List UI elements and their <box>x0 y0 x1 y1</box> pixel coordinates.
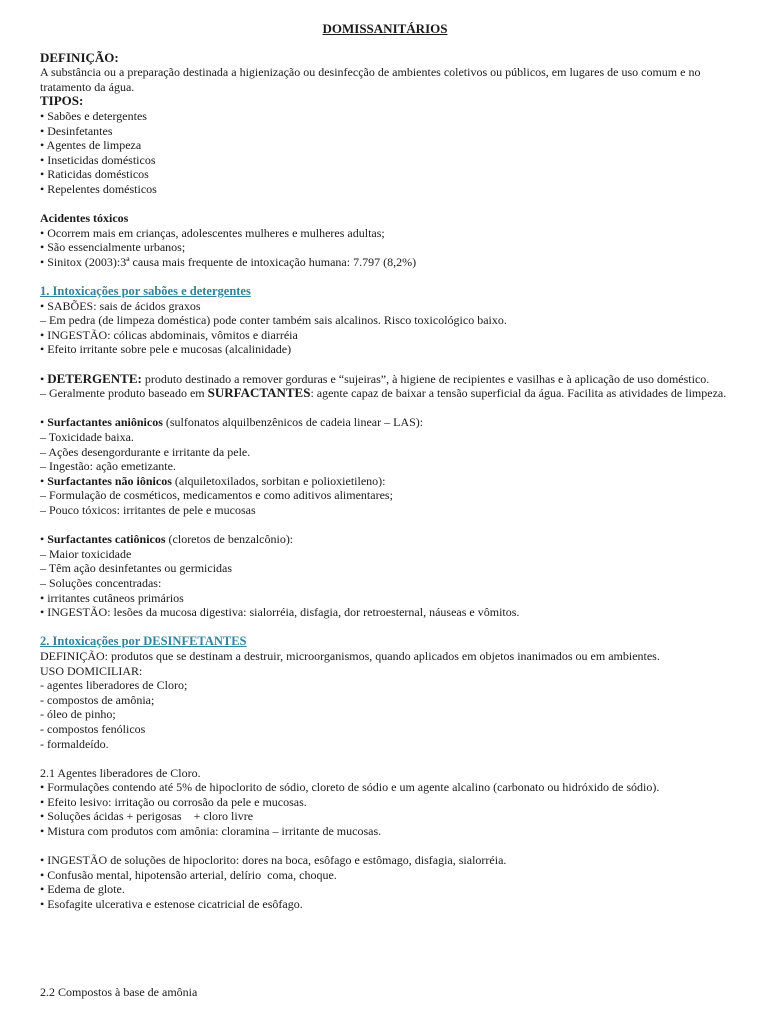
tipos-item: • Desinfetantes <box>40 123 113 138</box>
bullet: • <box>40 532 48 547</box>
sec1-item: – Em pedra (de limpeza doméstica) pode conter também sais alcalinos. Risco toxicológico baixo. <box>40 313 507 328</box>
cationicos-line <box>40 532 730 547</box>
naoionicos-label: Surfactantes não iônicos <box>47 473 172 488</box>
cationicos-label: Surfactantes catiônicos <box>47 532 166 547</box>
acidentes-item: • Sinitox (2003):3ª causa mais frequente de intoxicação humana: 7.797 (8,2%) <box>40 254 417 269</box>
spacer <box>40 357 730 372</box>
cationicos-item: – Maior toxicidade <box>40 546 132 561</box>
sub21-item: • Mistura com produtos com amônia: cloramina – irritante de mucosas. <box>40 824 382 839</box>
cationicos-item: • INGESTÃO: lesões da mucosa digestiva: sialorréia, disfagia, dor retroesternal, náuseas e vômitos. <box>40 605 520 620</box>
page-title: DOMISSANITÁRIOS <box>322 21 448 36</box>
sub21-item: • INGESTÃO de soluções de hipoclorito: dores na boca, esôfago e estômago, disfagia, sialorréia. <box>40 853 507 868</box>
spacer <box>40 751 730 766</box>
naoionicos-item: – Pouco tóxicos: irritantes de pele e mucosas <box>40 503 256 517</box>
tipos-item: • Raticidas domésticos <box>40 167 149 182</box>
sub21-item: • Confusão mental, hipotensão arterial, delírio coma, choque. <box>40 867 337 882</box>
acidentes-item: • Ocorrem mais em crianças, adolescentes mulheres e mulheres adultas; <box>40 225 385 240</box>
acidentes-item: • São essencialmente urbanos; <box>40 240 186 255</box>
cationicos-text: (cloretos de benzalcônio): <box>165 532 294 547</box>
surfactantes-text: : agente capaz de baixar a tensão superficial da água. Facilita as atividades de limpeza. <box>310 386 727 401</box>
anionicos-text: (sulfonatos alquilbenzênicos de cadeia linear – LAS): <box>162 415 424 430</box>
cationicos-item: • irritantes cutâneos primários <box>40 590 184 605</box>
tipos-heading: TIPOS: <box>40 93 84 109</box>
sec2-definicao: DEFINIÇÃO: produtos que se destinam a destruir, microorganismos, quando aplicados em objetos inanimados ou em ambientes. <box>40 648 660 663</box>
definicao-text: A substância ou a preparação destinada a higienização ou desinfecção de ambientes coletivos ou públicos, em lugares de uso comum e no tratamento da água. <box>40 65 701 94</box>
spacer <box>40 197 730 212</box>
uso-item: - formaldeído. <box>40 736 109 751</box>
cationicos-item: – Soluções concentradas: <box>40 575 162 590</box>
sub21-item: • Formulações contendo até 5% de hipoclorito de sódio, cloreto de sódio e um agente alcalino (carbonato ou hidróxido de sódio). <box>40 780 660 795</box>
surfactantes-label: SURFACTANTES <box>207 385 311 401</box>
sub21-item: • Efeito lesivo: irritação ou corrosão da pele e mucosas. <box>40 794 307 809</box>
tipos-item: • Repelentes domésticos <box>40 181 157 196</box>
spacer <box>40 912 730 985</box>
tipos-item: • Sabões e detergentes <box>40 108 147 123</box>
spacer <box>40 620 730 635</box>
sec1-item: • INGESTÃO: cólicas abdominais, vômitos e diarréia <box>40 327 298 342</box>
tipos-item: • Inseticidas domésticos <box>40 152 156 167</box>
sub21-heading: 2.1 Agentes liberadores de Cloro. <box>40 765 201 780</box>
surfactantes-pre: – Geralmente produto baseado em <box>40 386 208 401</box>
sec1-item: • SABÕES: sais de ácidos graxos <box>40 298 201 313</box>
bullet: • <box>40 473 48 488</box>
uso-item: - compostos fenólicos <box>40 721 146 736</box>
anionicos-line <box>40 415 730 430</box>
naoionicos-text: (alquiletoxilados, sorbitan e polioxietileno): <box>171 473 386 488</box>
bullet: • <box>40 371 48 386</box>
bullet: • <box>40 415 48 430</box>
sub22-heading: 2.2 Compostos à base de amônia <box>40 984 198 999</box>
section-2-heading: 2. Intoxicações por DESINFETANTES <box>40 634 247 649</box>
sub21-item: • Soluções ácidas + perigosas + cloro livre <box>40 809 254 824</box>
sub21-item: • Edema de glote. <box>40 882 125 897</box>
cationicos-item: – Têm ação desinfetantes ou germicidas <box>40 561 233 576</box>
spacer <box>40 839 730 854</box>
tipos-item: • Agentes de limpeza <box>40 138 142 153</box>
detergente-label: DETERGENTE: <box>47 370 142 386</box>
sec2-uso-heading: USO DOMICILIAR: <box>40 663 143 678</box>
anionicos-item: – Ingestão: ação emetizante. <box>40 459 176 474</box>
naoionicos-line <box>40 474 730 489</box>
document-body <box>40 22 730 999</box>
uso-item: - agentes liberadores de Cloro; <box>40 678 188 693</box>
anionicos-label: Surfactantes aniônicos <box>47 415 163 430</box>
sec1-item: • Efeito irritante sobre pele e mucosas (alcalinidade) <box>40 342 292 357</box>
surfactantes-paragraph <box>40 386 730 401</box>
spacer <box>40 518 730 533</box>
detergente-paragraph <box>40 372 730 387</box>
sub21-item: • Esofagite ulcerativa e estenose cicatricial de esôfago. <box>40 897 303 912</box>
anionicos-item: – Ações desengordurante e irritante da pele. <box>40 444 251 459</box>
spacer <box>40 270 730 285</box>
uso-item: - compostos de amônia; <box>40 692 155 707</box>
anionicos-item: – Toxicidade baixa. <box>40 430 134 445</box>
definicao-heading: DEFINIÇÃO: <box>40 49 119 65</box>
detergente-text: produto destinado a remover gorduras e “sujeiras”, à higiene de recipientes e vasilhas e à aplicação de uso doméstico. <box>141 371 710 386</box>
section-1-heading: 1. Intoxicações por sabões e detergentes <box>40 284 251 299</box>
uso-item: - óleo de pinho; <box>40 707 116 722</box>
acidentes-heading: Acidentes tóxicos <box>40 211 129 226</box>
naoionicos-item: – Formulação de cosméticos, medicamentos e como aditivos alimentares; <box>40 488 393 503</box>
spacer <box>40 401 730 416</box>
